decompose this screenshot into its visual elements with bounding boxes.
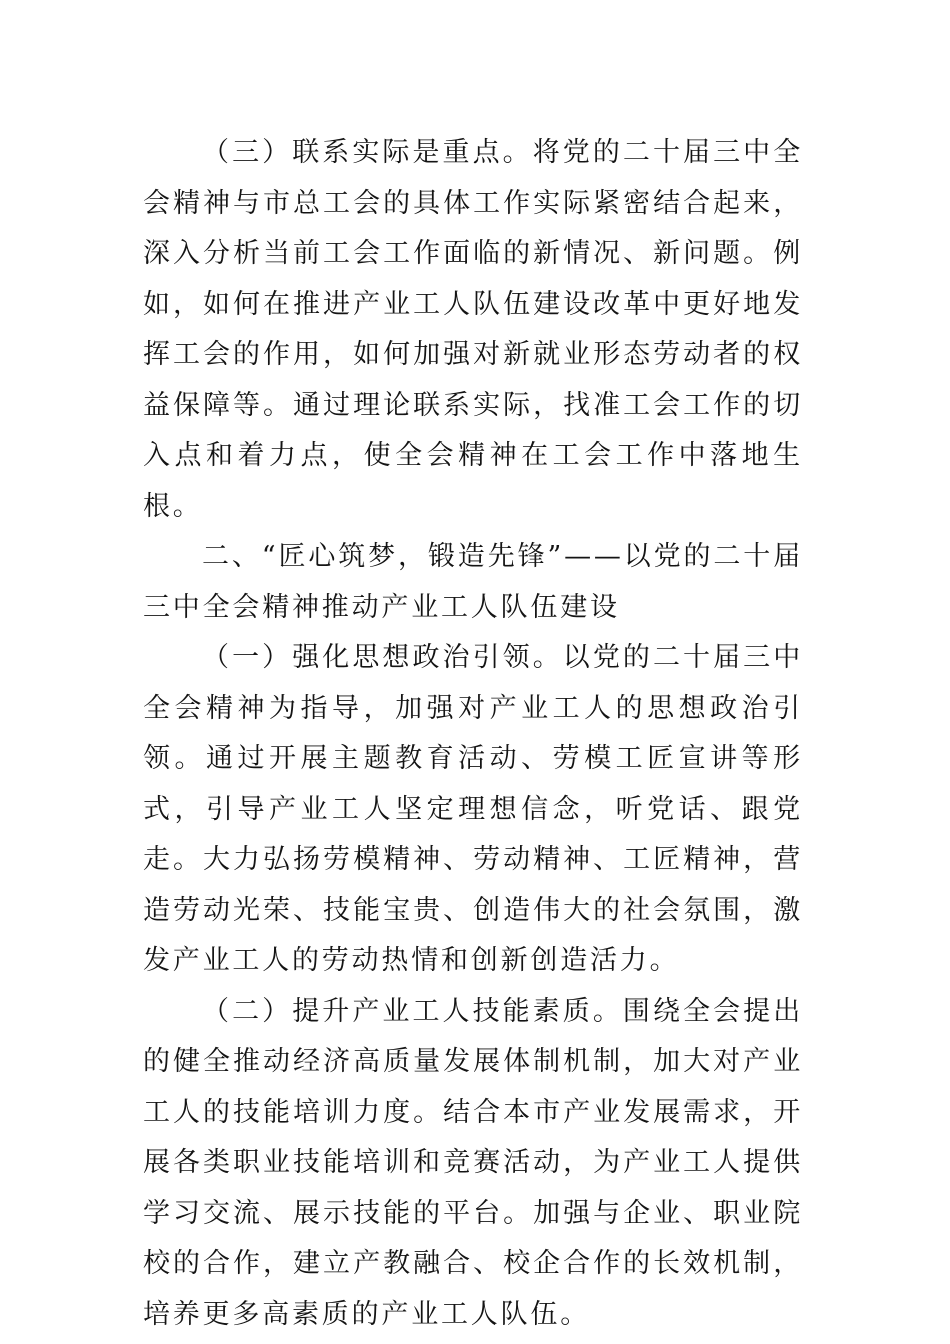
paragraph-subsection-2-skills: （二）提升产业工人技能素质。围绕全会提出的健全推动经济高质量发展体制机制，加大对产业工人的技能培训力度。结合本市产业发展需求，开展各类职业技能培训和竞赛活动，为产业工人提供学习交流、展示技能的平台。加强与企业、职业院校的合作，建立产教融合、校企合作的长效机制，培养更多高素质的产业工人队伍。 [143, 995, 803, 1330]
section-heading-2: 二、“匠心筑梦，锻造先锋”——以党的二十届三中全会精神推动产业工人队伍建设 [143, 541, 803, 623]
paragraph-subsection-1-political-guidance: （一）强化思想政治引领。以党的二十届三中全会精神为指导，加强对产业工人的思想政治引领。通过开展主题教育活动、劳模工匠宣讲等形式，引导产业工人坚定理想信念，听党话、跟党走。大力弘扬劳模精神、劳动精神、工匠精神，营造劳动光荣、技能宝贵、创造伟大的社会氛围，激发产业工人的劳动热情和创新创造活力。 [143, 642, 803, 976]
paragraph-section-3-practice: （三）联系实际是重点。将党的二十届三中全会精神与市总工会的具体工作实际紧密结合起来，深入分析当前工会工作面临的新情况、新问题。例如，如何在推进产业工人队伍建设改革中更好地发挥工会的作用，如何加强对新就业形态劳动者的权益保障等。通过理论联系实际，找准工会工作的切入点和着力点，使全会精神在工会工作中落地生根。 [143, 137, 803, 522]
document-body [143, 128, 803, 1340]
